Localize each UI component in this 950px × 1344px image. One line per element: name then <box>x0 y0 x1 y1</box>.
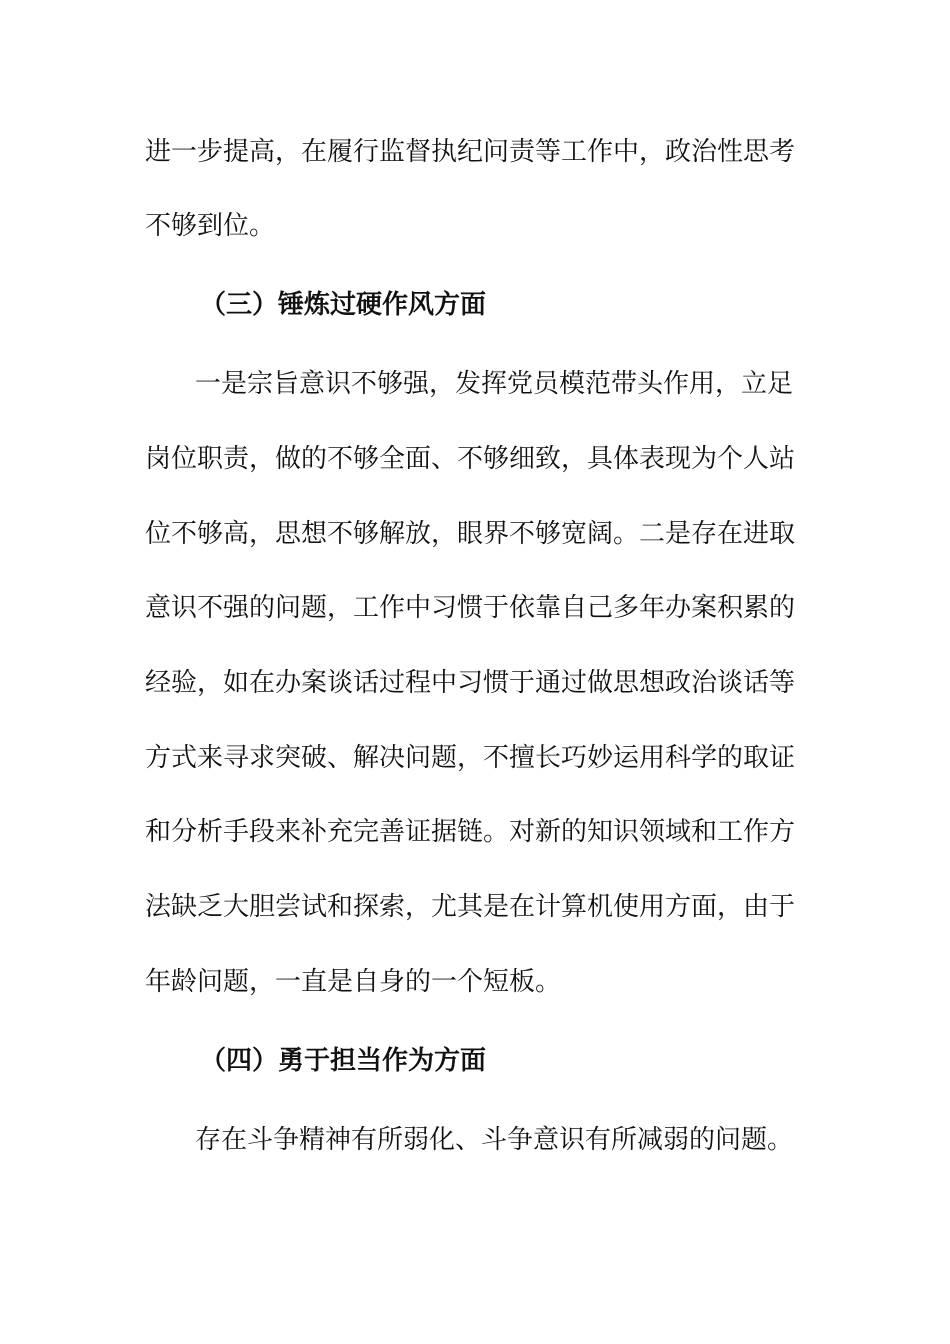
text-line: 位不够高，思想不够解放，眼界不够宽阔。二是存在进取 <box>145 519 796 549</box>
text-line: 一是宗旨意识不够强，发挥党员模范带头作用，立足 <box>195 369 794 399</box>
text-line: 岗位职责，做的不够全面、不够细致，具体表现为个人站 <box>145 444 796 474</box>
text-line: 和分析手段来补充完善证据链。对新的知识领域和工作方 <box>145 817 796 847</box>
text-line: 不够到位。 <box>145 211 276 241</box>
text-line: 意识不强的问题，工作中习惯于依靠自己多年办案积累的 <box>145 593 796 623</box>
section-heading-3: （三）锤炼过硬作风方面 <box>200 290 487 320</box>
section-heading-4: （四）勇于担当作为方面 <box>200 1046 487 1076</box>
text-line: 方式来寻求突破、解决问题，不擅长巧妙运用科学的取证 <box>145 743 796 773</box>
text-line: 年龄问题，一直是自身的一个短板。 <box>145 967 562 997</box>
text-line: 存在斗争精神有所弱化、斗争意识有所减弱的问题。 <box>195 1125 794 1155</box>
text-line: 法缺乏大胆尝试和探索，尤其是在计算机使用方面，由于 <box>145 892 796 922</box>
text-line: 经验，如在办案谈话过程中习惯于通过做思想政治谈话等 <box>145 668 796 698</box>
text-line: 进一步提高，在履行监督执纪问责等工作中，政治性思考 <box>145 137 796 167</box>
